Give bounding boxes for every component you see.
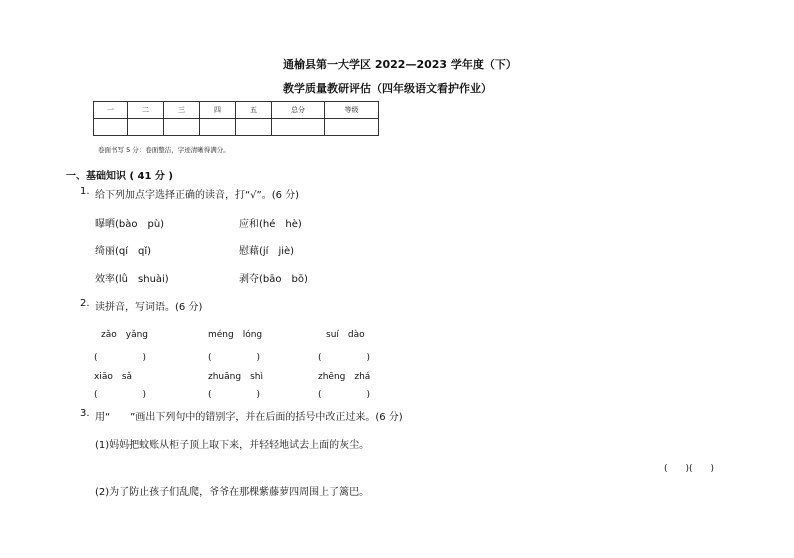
score-table-blank-row [94,119,379,136]
document-subtitle: 教学质量教研评估（四年级语文看护作业） [283,82,492,95]
answer-blank[interactable]: ( ) [94,353,147,363]
q1-item: 绮丽(qí qǐ) [95,246,152,257]
pinyin-word: méng lóng [208,330,263,340]
q2-prompt: 读拼音，写词语。(6 分) [95,302,203,313]
answer-blank[interactable]: ( ) [208,353,261,363]
score-table [93,101,379,136]
score-cell[interactable] [325,119,379,136]
q1-number: 1. [80,186,90,197]
score-table-header-row [94,102,379,119]
score-col-grade: 等级 [325,102,379,119]
q3-number: 3. [80,408,90,419]
score-cell[interactable] [94,119,128,136]
answer-blank[interactable]: ( ) [318,353,371,363]
q1-item: 慰藉(jí jiè) [239,246,295,257]
score-col-5: 五 [236,102,272,119]
q1-item: 曝晒(bào pù) [95,219,165,230]
pinyin-word: zǎo yǎng [101,330,149,340]
score-col-3: 三 [164,102,200,119]
q1-item: 剥夺(bāo bō) [239,274,308,285]
answer-blank[interactable]: ( ) [208,390,261,400]
q3-answer-brackets[interactable]: ( )( ) [664,464,715,474]
score-col-1: 一 [94,102,128,119]
pinyin-word: zhuāng shì [208,372,263,382]
document-title: 通榆县第一大学区 2022—2023 学年度（下） [283,58,517,71]
q3-prompt: 用“ ”画出下列句中的错别字，并在后面的括号中改正过来。(6 分) [95,412,403,423]
q1-item: 效率(lǜ shuài) [95,274,169,285]
q1-prompt: 给下列加点字选择正确的读音，打“√”。(6 分) [95,190,300,201]
q2-number: 2. [80,298,90,309]
score-cell[interactable] [236,119,272,136]
pinyin-word: suí dào [326,330,365,340]
q3-sentence-1: (1)妈妈把蚊账从柜子顶上取下来，并轻轻地试去上面的灰尘。 [95,440,370,451]
score-cell[interactable] [164,119,200,136]
section-title: 一、基础知识 ( 41 分 ) [66,171,173,182]
writing-note: 卷面书写 5 分：卷面整洁，字迹清晰得满分。 [98,146,230,154]
score-col-total: 总分 [272,102,325,119]
score-col-4: 四 [200,102,236,119]
score-col-2: 二 [128,102,164,119]
q3-sentence-2: (2)为了防止孩子们乱爬，爷爷在那棵紫藤萝四周围上了篱巴。 [95,487,370,498]
pinyin-word: xiāo sǎ [94,372,133,382]
answer-blank[interactable]: ( ) [94,390,147,400]
score-cell[interactable] [200,119,236,136]
answer-blank[interactable]: ( ) [318,390,371,400]
q1-item: 应和(hé hè) [239,219,302,230]
pinyin-word: zhēng zhá [318,372,371,382]
score-cell[interactable] [128,119,164,136]
score-cell[interactable] [272,119,325,136]
